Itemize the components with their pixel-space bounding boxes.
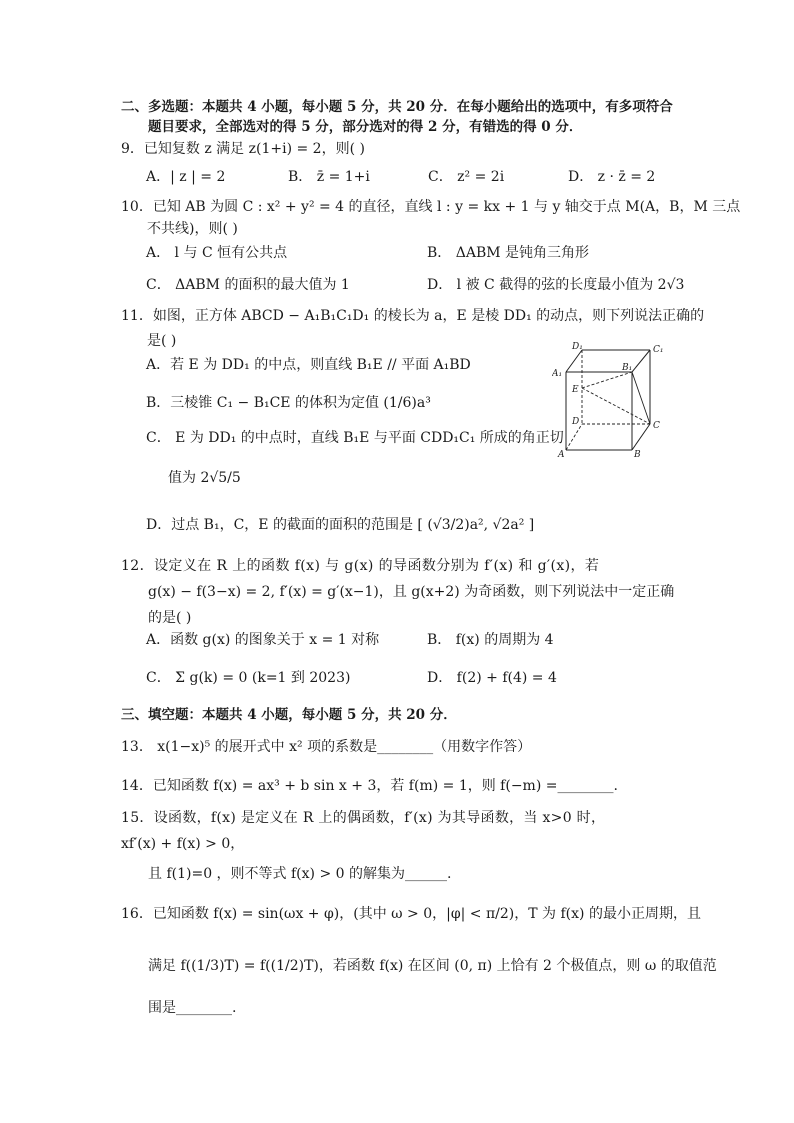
q10-stem-cont: 不共线)，则( ) (147, 221, 238, 237)
q9-option-b: B． z̄ = 1+i (288, 169, 370, 185)
cube-figure (552, 340, 672, 458)
label-a: A (558, 450, 565, 458)
q15-line3: 且 f(1)=0 ，则不等式 f(x) > 0 的解集为______. (148, 866, 452, 882)
label-c1: C₁ (653, 345, 664, 355)
label-a1: A₁ (552, 369, 563, 379)
q11-option-d: D．过点 B₁，C，E 的截面的面积的范围是 [ (√3/2)a², √2a² ] (146, 517, 535, 533)
q16-line3: 围是________. (148, 1000, 237, 1016)
q14-text: 14．已知函数 f(x) = ax³ + b sin x + 3，若 f(m) = 1，则 f(−m) =________. (121, 778, 618, 794)
segment-eb1 (582, 372, 632, 388)
q11-option-c-cont: 值为 2√5/5 (168, 470, 241, 486)
q11-option-c: C． E 为 DD₁ 的中点时，直线 B₁E 与平面 CDD₁C₁ 所成的角正切 (146, 430, 564, 446)
label-d1: D₁ (572, 342, 583, 352)
q12-stem-cont: g(x) − f(3−x) = 2, f′(x) = g′(x−1)，且 g(x+2) 为奇函数，则下列说法中一定正确 (148, 584, 675, 600)
q12-stem-cont2: 的是( ) (148, 610, 192, 626)
q10-option-d: D． l 被 C 截得的弦的长度最小值为 2√3 (427, 277, 685, 293)
q9-option-d: D． z · z̄ = 2 (568, 169, 656, 185)
section-2-heading: 二、多选题：本题共 4 小题，每小题 5 分，共 20 分．在每小题给出的选项中，有多项符合 (121, 99, 673, 115)
q12-stem: 12．设定义在 R 上的函数 f(x) 与 g(x) 的导函数分别为 f′(x) 和 g′(x)，若 (121, 558, 600, 574)
label-d: D (572, 417, 580, 427)
label-e: E (572, 385, 579, 395)
segment-b1c (632, 372, 650, 424)
q16-line2: 满足 f((1/3)T) = f((1/2)T)，若函数 f(x) 在区间 (0, π) 上恰有 2 个极值点，则 ω 的取值范 (148, 958, 717, 974)
q10-option-c: C． ΔABM 的面积的最大值为 1 (146, 277, 350, 293)
q11-option-a: A．若 E 为 DD₁ 的中点，则直线 B₁E // 平面 A₁BD (146, 357, 471, 373)
q10-option-a: A． l 与 C 恒有公共点 (146, 245, 288, 261)
q16-line1: 16．已知函数 f(x) = sin(ωx + φ)，(其中 ω > 0，|φ| < π/2)，T 为 f(x) 的最小正周期，且 (121, 906, 701, 922)
q12-option-c: C． Σ g(k) = 0 (k=1 到 2023) (146, 670, 351, 686)
q12-option-b: B． f(x) 的周期为 4 (427, 632, 554, 648)
q15-line2: xf′(x) + f(x) > 0， (121, 836, 245, 852)
q9-option-c: C． z² = 2i (428, 169, 505, 185)
edge-a1d1 (566, 350, 582, 372)
q10-option-b: B． ΔABM 是钝角三角形 (427, 245, 590, 261)
q12-option-d: D． f(2) + f(4) = 4 (427, 670, 557, 686)
q11-stem-cont: 是( ) (147, 333, 177, 349)
label-b1: B₁ (622, 363, 633, 373)
q9-option-a: A．| z | = 2 (146, 169, 226, 185)
q13-text: 13． x(1−x)⁵ 的展开式中 x² 项的系数是________（用数字作答） (121, 739, 532, 755)
q15-line1: 15．设函数，f(x) 是定义在 R 上的偶函数，f′(x) 为其导函数，当 x>0 时， (121, 810, 606, 826)
section-3-heading: 三、填空题：本题共 4 小题，每小题 5 分，共 20 分． (121, 707, 457, 723)
edge-b1c1 (632, 350, 650, 372)
label-b: B (634, 450, 641, 458)
q12-option-a: A．函数 g(x) 的图象关于 x = 1 对称 (146, 632, 380, 648)
label-c: C (653, 421, 660, 431)
section-2-heading-cont: 题目要求，全部选对的得 5 分，部分选对的得 2 分，有错选的得 0 分． (148, 119, 583, 135)
edge-ad-hidden (566, 424, 582, 450)
q9-stem: 9．已知复数 z 满足 z(1+i) = 2，则( ) (121, 141, 365, 157)
q11-option-b: B．三棱锥 C₁ − B₁CE 的体积为定值 (1/6)a³ (146, 395, 431, 411)
q11-stem: 11．如图，正方体 ABCD − A₁B₁C₁D₁ 的棱长为 a，E 是棱 DD₁ 的动点，则下列说法正确的 (121, 308, 705, 324)
edge-bc (632, 424, 650, 450)
q10-stem: 10．已知 AB 为圆 C : x² + y² = 4 的直径，直线 l : y = kx + 1 与 y 轴交于点 M(A，B，M 三点 (121, 199, 741, 215)
